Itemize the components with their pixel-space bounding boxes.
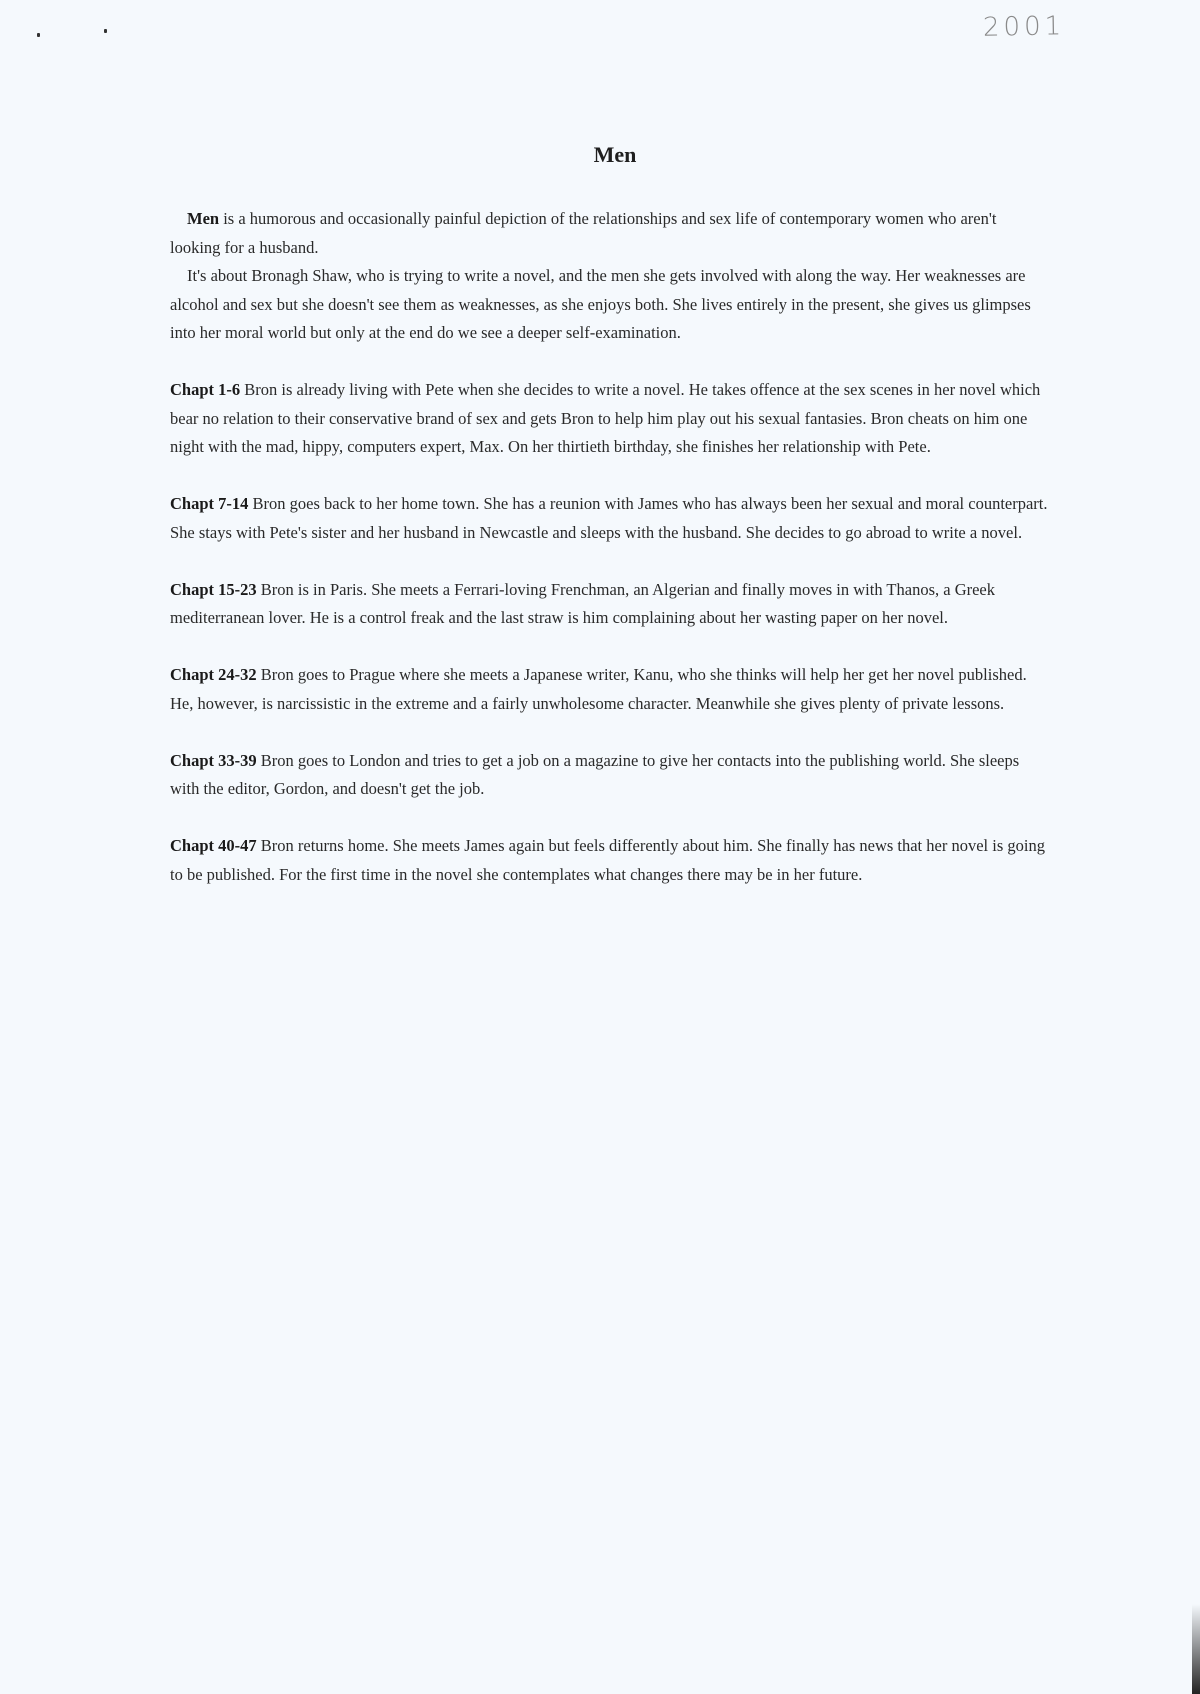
intro-paragraph-1 [170, 205, 1050, 262]
chapter-label: Chapt 33-39 [170, 750, 257, 770]
chapter-summary [170, 576, 1050, 633]
chapter-text: Bron goes back to her home town. She has a reunion with James who has always been her sexual and moral counterpart. She stays with Pete's sister and her husband in Newcastle and sleeps with the husband. She decides to go abroad to write a novel. [170, 494, 1048, 542]
scan-speck [104, 29, 107, 33]
chapter-text: Bron returns home. She meets James again but feels differently about him. She finally has news that her novel is going to be published. For the first time in the novel she contemplates what changes there may be in her future. [170, 836, 1045, 884]
chapter-label: Chapt 15-23 [170, 579, 257, 599]
intro-paragraph-2: It's about Bronagh Shaw, who is trying to write a novel, and the men she gets involved with along the way. Her weaknesses are alcohol and sex but she doesn't see them as weaknesses, as she enjoys both. She lives entirely in the present, she gives us glimpses into her moral world but only at the end do we see a deeper self-examination. [170, 266, 1031, 342]
chapter-text: Bron goes to Prague where she meets a Japanese writer, Kanu, who she thinks will help her get her novel published. He, however, is narcissistic in the extreme and a fairly unwholesome character. Meanwhile she gives plenty of private lessons. [170, 665, 1027, 713]
chapter-text: Bron is in Paris. She meets a Ferrari-loving Frenchman, an Algerian and finally moves in with Thanos, a Greek mediterranean lover. He is a control freak and the last straw is him complaining about her wasting paper on her novel. [170, 579, 996, 627]
chapter-summary [170, 376, 1050, 462]
scan-speck [37, 33, 40, 37]
intro-paragraph-1-text: is a humorous and occasionally painful depiction of the relationships and sex life of contemporary women who aren't looking for a husband. [170, 209, 997, 257]
chapter-label: Chapt 1-6 [170, 380, 241, 399]
chapter-summary [170, 832, 1050, 889]
document-title: Men [593, 142, 637, 167]
document-body [170, 205, 1050, 918]
intro-lead-bold: Men [187, 209, 220, 228]
chapter-text: Bron is already living with Pete when she decides to write a novel. He takes offence at the sex scenes in her novel which bear no relation to their conservative brand of sex and gets Bron to help him play out his sexual fantasies. Bron cheats on him one night with the mad, hippy, computers expert, Max. On her thirtieth birthday, she finishes her relationship with Pete. [170, 380, 1041, 456]
chapter-label: Chapt 40-47 [170, 836, 257, 855]
chapter-text: Bron goes to London and tries to get a job on a magazine to give her contacts into the publishing world. She sleeps with the editor, Gordon, and doesn't get the job. [170, 750, 1020, 798]
chapter-label: Chapt 7-14 [170, 494, 249, 513]
chapter-summary [170, 661, 1050, 718]
chapter-label: Chapt 24-32 [170, 665, 257, 684]
chapter-summary [170, 490, 1050, 547]
handwritten-year-note: 2001 [982, 11, 1066, 43]
intro-section [170, 205, 1050, 348]
chapter-summary [170, 747, 1050, 804]
scan-edge-shadow [1192, 1604, 1200, 1694]
